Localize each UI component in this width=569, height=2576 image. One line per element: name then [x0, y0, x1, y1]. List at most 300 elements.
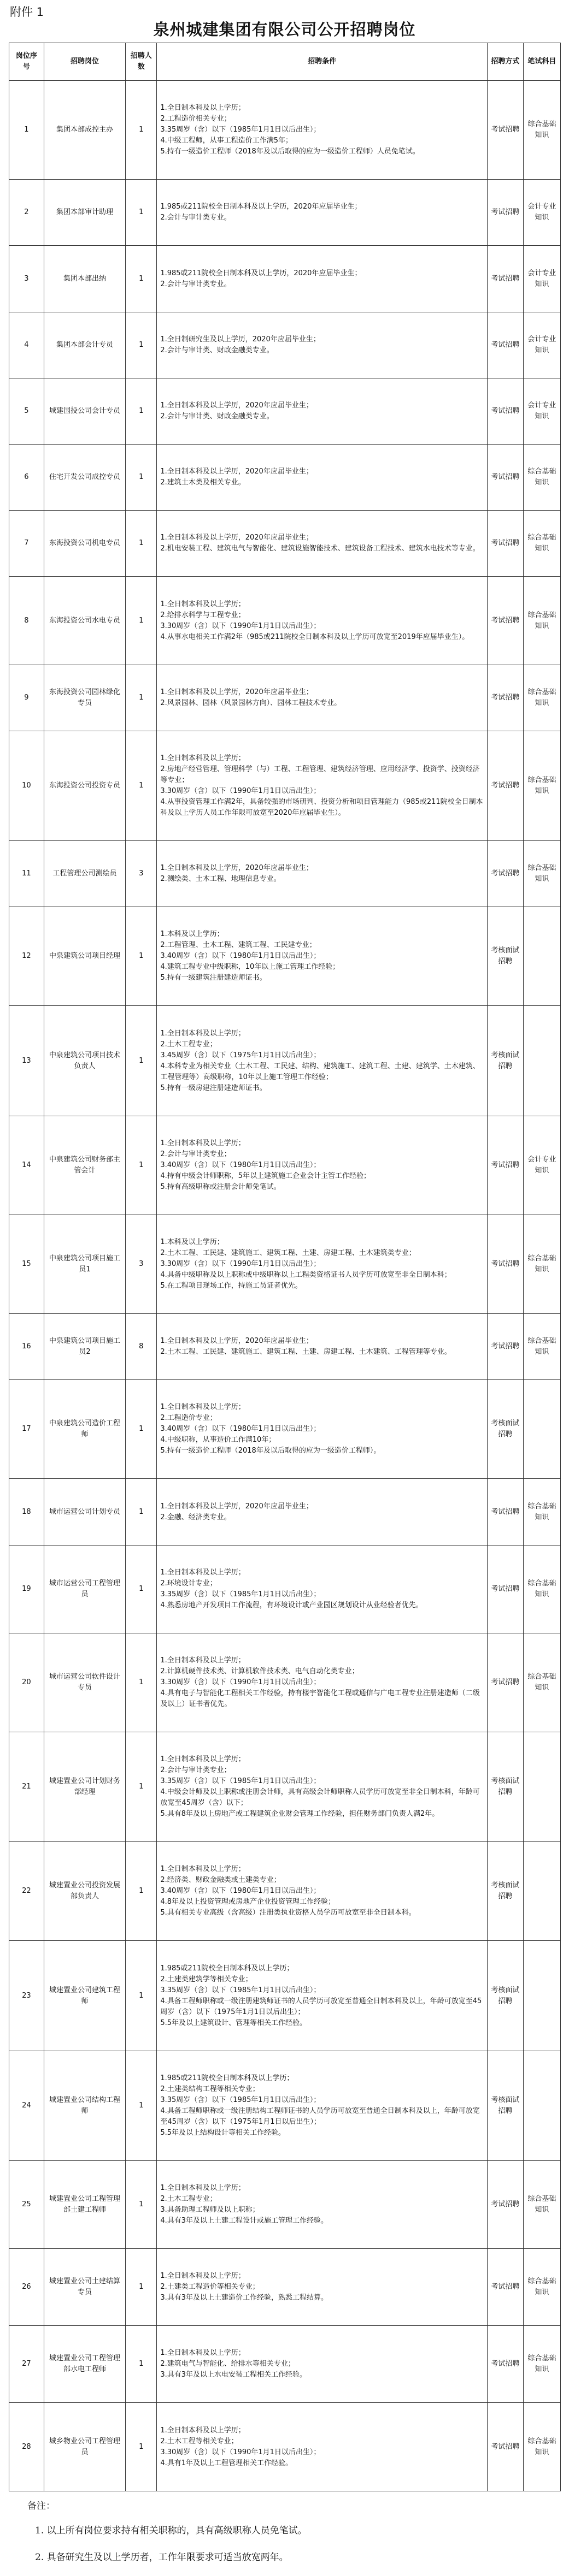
requirement-line: 2.工程造价专业；: [160, 1414, 217, 1423]
cell-count: 3: [126, 841, 157, 907]
requirement-line: 2.房地产经营管理、管理科学（与）工程、工程管理、建筑经济管理、应用经济学、投资学、投资经济等专业；: [160, 765, 480, 784]
cell-method: 考试招聘: [487, 2326, 523, 2403]
requirement-line: 4.8年及以上投资管理或房地产企业投资管理工作经验；: [160, 1898, 336, 1906]
requirement-line: 4.从事投资管理工作满2年，具备较强的市场研判、投资分析和项目管理能力（985或211院校全日制本科及以上学历人员工作年限可放宽至2020年应届毕业生）。: [160, 797, 483, 817]
requirement-line: 1.全日制本科及以上学历；: [160, 1755, 245, 1764]
header-post: 招聘岗位: [44, 43, 125, 81]
requirement-line: 4.中级职称，从事造价工作满10年；: [160, 1436, 276, 1444]
requirement-line: 2.环境设计专业；: [160, 1579, 217, 1588]
table-row: [9, 665, 561, 731]
cell-count: 1: [126, 665, 157, 731]
cell-count: 1: [126, 2160, 157, 2248]
cell-method: 考试招聘: [487, 1479, 523, 1545]
cell-requirements: [157, 2160, 488, 2248]
cell-subject: [523, 1380, 560, 1479]
requirement-line: 1.全日制本科及以上学历；: [160, 2426, 245, 2435]
cell-subject: 综合基础知识: [523, 2249, 560, 2326]
requirement-line: 2.工程造价相关专业；: [160, 115, 231, 123]
cell-post-no: 18: [9, 1479, 44, 1545]
cell-requirements: [157, 81, 488, 180]
table-row: [9, 312, 561, 378]
requirement-line: 1.全日制本科及以上学历，2020年应届毕业生；: [160, 688, 313, 696]
requirement-line: 1.全日制本科及以上学历；: [160, 2272, 245, 2281]
requirement-line: 1.全日制本科及以上学历；: [160, 1139, 245, 1147]
cell-post-no: 16: [9, 1314, 44, 1380]
cell-subject: 综合基础知识: [523, 1633, 560, 1732]
cell-post-no: 20: [9, 1633, 44, 1732]
requirement-line: 3.40周岁（含）以下（1980年1月1日以后出生）；: [160, 1425, 321, 1434]
cell-post-no: 4: [9, 312, 44, 378]
cell-subject: 综合基础知识: [523, 511, 560, 577]
requirement-line: 1.全日制本科及以上学历；: [160, 1403, 245, 1412]
requirement-line: 1.985或211院校全日制本科及以上学历；: [160, 2074, 294, 2082]
cell-post: 中泉建筑公司造价工程师: [44, 1380, 125, 1479]
cell-requirements: [157, 577, 488, 665]
cell-count: 1: [126, 1842, 157, 1941]
cell-subject: 综合基础知识: [523, 81, 560, 180]
cell-subject: 综合基础知识: [523, 577, 560, 665]
table-row: [9, 511, 561, 577]
cell-subject: 综合基础知识: [523, 1314, 560, 1380]
cell-subject: 综合基础知识: [523, 2160, 560, 2248]
requirement-line: 1.全日制本科及以上学历；: [160, 1656, 245, 1665]
cell-method: 考试招聘: [487, 1116, 523, 1215]
cell-post-no: 17: [9, 1380, 44, 1479]
cell-post: 集团本部出纳: [44, 246, 125, 312]
requirement-line: 2.土建类建筑学等相关专业；: [160, 1975, 253, 1983]
cell-subject: 综合基础知识: [523, 1545, 560, 1633]
cell-requirements: [157, 511, 488, 577]
cell-method: 考核面试招聘: [487, 1941, 523, 2051]
cell-count: 1: [126, 1941, 157, 2051]
cell-requirements: [157, 665, 488, 731]
cell-requirements: [157, 2249, 488, 2326]
cell-method: 考试招聘: [487, 180, 523, 246]
table-row: [9, 577, 561, 665]
requirement-line: 4.中级会计师及以上职称或注册会计师，具有高级会计师职称人员学历可放宽至非全日制本科，年龄可放宽至45周岁（含）以下；: [160, 1788, 480, 1808]
cell-method: 考试招聘: [487, 246, 523, 312]
cell-requirements: [157, 2051, 488, 2160]
cell-subject: 综合基础知识: [523, 841, 560, 907]
cell-method: 考试招聘: [487, 2249, 523, 2326]
cell-requirements: [157, 180, 488, 246]
table-row: [9, 1633, 561, 1732]
cell-count: 1: [126, 1545, 157, 1633]
header-post-no: 岗位序号: [9, 43, 44, 81]
requirement-line: 1.全日制本科及以上学历；: [160, 600, 245, 608]
cell-subject: 综合基础知识: [523, 665, 560, 731]
requirement-line: 5.持有一级造价工程师（2018年及以后取得的应为一级造价工程师）。: [160, 1447, 381, 1455]
requirement-line: 1.全日制本科及以上学历，2020年应届毕业生；: [160, 1337, 313, 1346]
requirement-line: 1.全日制本科及以上学历，2020年应届毕业生；: [160, 864, 313, 873]
requirement-line: 3.具有3年及以上土建造价工作经验，熟悉工程结算。: [160, 2294, 329, 2302]
cell-post: 城市运营公司软件设计专员: [44, 1633, 125, 1732]
requirement-line: 5.持有一级房建注册建造师证书。: [160, 1083, 267, 1092]
cell-post-no: 19: [9, 1545, 44, 1633]
cell-post: 城建置业公司工程管理部土建工程师: [44, 2160, 125, 2248]
requirement-line: 1.全日制研究生及以上学历，2020年应届毕业生；: [160, 335, 320, 344]
cell-method: 考试招聘: [487, 2160, 523, 2248]
cell-requirements: [157, 1941, 488, 2051]
table-row: [9, 2403, 561, 2491]
cell-post: 城建国投公司会计专员: [44, 378, 125, 444]
cell-count: 8: [126, 1314, 157, 1380]
cell-count: 1: [126, 2051, 157, 2160]
table-row: [9, 1215, 561, 1313]
cell-requirements: [157, 907, 488, 1006]
requirement-line: 2.风景园林、园林（风景园林方向）、园林工程技术专业。: [160, 698, 342, 707]
cell-post-no: 23: [9, 1941, 44, 2051]
cell-post: 城建置业公司工程管理部水电工程师: [44, 2326, 125, 2403]
requirement-line: 4.从事水电相关工作满2年（985或211院校全日制本科及以上学历可放宽至2019年应届毕业生）。: [160, 632, 470, 641]
table-row: [9, 1545, 561, 1633]
cell-requirements: [157, 312, 488, 378]
table-row: [9, 2326, 561, 2403]
cell-post: 东海投资公司水电专员: [44, 577, 125, 665]
cell-count: 1: [126, 577, 157, 665]
requirement-line: 2.土木工程、工民建、建筑施工、建筑工程、土建、房建工程、土木建筑、工程管理等专业。: [160, 1348, 451, 1357]
table-row: [9, 378, 561, 444]
requirement-line: 2.测绘类、土木工程、地理信息专业。: [160, 875, 281, 884]
requirement-line: 2.会计与审计类专业；: [160, 1150, 231, 1158]
table-row: [9, 1842, 561, 1941]
requirement-line: 2.计算机硬件技术类、计算机软件技术类、电气自动化类专业；: [160, 1667, 359, 1675]
cell-post: 集团本部审计助理: [44, 180, 125, 246]
cell-post-no: 26: [9, 2249, 44, 2326]
cell-count: 1: [126, 511, 157, 577]
requirement-line: 3.具备助理工程师及以上职称；: [160, 2205, 260, 2214]
requirement-line: 3.35周岁（含）以下（1985年1月1日以后出生）；: [160, 1986, 321, 1994]
cell-post-no: 24: [9, 2051, 44, 2160]
cell-requirements: [157, 1116, 488, 1215]
requirement-line: 3.30周岁（含）以下（1990年1月1日以后出生）；: [160, 1259, 321, 1268]
header-count: 招聘人数: [126, 43, 157, 81]
cell-count: 1: [126, 180, 157, 246]
cell-subject: 会计专业知识: [523, 312, 560, 378]
table-row: [9, 907, 561, 1006]
requirement-line: 2.会计与审计类专业。: [160, 280, 231, 288]
cell-count: 1: [126, 1380, 157, 1479]
requirement-line: 1.985或211院校全日制本科及以上学历；: [160, 1964, 294, 1973]
cell-count: 1: [126, 378, 157, 444]
requirement-line: 3.具有3年及以上水电安装工程相关工作经验。: [160, 2371, 307, 2379]
table-row: [9, 1941, 561, 2051]
cell-requirements: [157, 841, 488, 907]
requirement-line: 2.会计与审计类、财政金融类专业。: [160, 412, 274, 421]
cell-requirements: [157, 2403, 488, 2491]
requirement-line: 5.5年及以上结构设计等相关工作经验。: [160, 2128, 286, 2137]
cell-post-no: 1: [9, 81, 44, 180]
cell-method: 考试招聘: [487, 312, 523, 378]
cell-count: 1: [126, 1633, 157, 1732]
cell-method: 考核面试招聘: [487, 1732, 523, 1842]
table-row: [9, 246, 561, 312]
requirement-line: 1.全日制本科及以上学历；: [160, 104, 245, 112]
requirement-line: 2.经济类、财政金融类或土建类专业；: [160, 1876, 281, 1885]
requirement-line: 2.金融、经济类专业。: [160, 1513, 231, 1521]
table-row: [9, 731, 561, 840]
cell-count: 1: [126, 1006, 157, 1116]
requirement-line: 2.会计与审计类专业；: [160, 1766, 231, 1775]
note-item: 2. 具备研究生及以上学历者，工作年限要求可适当放宽两年。: [35, 2552, 289, 2563]
cell-post-no: 8: [9, 577, 44, 665]
cell-post: 城乡物业公司工程管理员: [44, 2403, 125, 2491]
requirement-line: 3.30周岁（含）以下（1990年1月1日以后出生）；: [160, 621, 321, 630]
requirement-line: 5.持有高级职称或注册会计师免笔试。: [160, 1182, 281, 1191]
cell-post-no: 9: [9, 665, 44, 731]
requirement-line: 4.具有1年及以上工程管理相关工作经验。: [160, 2459, 293, 2467]
cell-post: 中泉建筑公司财务部主管会计: [44, 1116, 125, 1215]
cell-post: 城市运营公司计划专员: [44, 1479, 125, 1545]
cell-post: 中泉建筑公司项目施工员1: [44, 1215, 125, 1313]
cell-requirements: [157, 1545, 488, 1633]
cell-post-no: 15: [9, 1215, 44, 1313]
cell-requirements: [157, 1732, 488, 1842]
cell-method: 考试招聘: [487, 1545, 523, 1633]
requirement-line: 1.985或211院校全日制本科及以上学历，2020年应届毕业生；: [160, 269, 362, 277]
cell-subject: 会计专业知识: [523, 1116, 560, 1215]
cell-requirements: [157, 1006, 488, 1116]
cell-count: 1: [126, 445, 157, 511]
cell-method: 考核面试招聘: [487, 1380, 523, 1479]
cell-post-no: 22: [9, 1842, 44, 1941]
cell-count: 1: [126, 731, 157, 840]
cell-post: 城建置业公司计划财务部经理: [44, 1732, 125, 1842]
table-row: [9, 1479, 561, 1545]
cell-post-no: 21: [9, 1732, 44, 1842]
requirement-line: 4.持有中级会计师职称，5年以上建筑施工企业会计主管工作经验；: [160, 1171, 371, 1180]
cell-method: 考试招聘: [487, 841, 523, 907]
cell-post: 城建置业公司投资发展部负责人: [44, 1842, 125, 1941]
requirement-line: 2.土木工程等相关专业；: [160, 2437, 238, 2445]
cell-post: 中泉建筑公司项目技术负责人: [44, 1006, 125, 1116]
cell-post: 城市运营公司工程管理员: [44, 1545, 125, 1633]
requirement-line: 3.30周岁（含）以下（1990年1月1日以后出生）；: [160, 1678, 321, 1686]
cell-post: 东海投资公司园林绿化专员: [44, 665, 125, 731]
requirement-line: 2.土建类结构工程等相关专业；: [160, 2085, 260, 2093]
table-row: [9, 2249, 561, 2326]
requirement-line: 5.在工程项目现场工作，持施工员证者优先。: [160, 1281, 302, 1290]
cell-method: 考试招聘: [487, 731, 523, 840]
requirement-line: 1.全日制本科及以上学历；: [160, 754, 245, 762]
requirement-line: 4.具备工程师职称或一级注册建筑师证书的人员学历可放宽至普通全日制本科及以上，年龄可放宽至45周岁（含）以下（1975年1月1日以后出生）；: [160, 1997, 482, 2016]
requirement-line: 1.全日制本科及以上学历；: [160, 1029, 245, 1038]
cell-count: 1: [126, 1479, 157, 1545]
cell-post: 集团本部成控主办: [44, 81, 125, 180]
cell-post: 东海投资公司机电专员: [44, 511, 125, 577]
cell-requirements: [157, 2326, 488, 2403]
cell-post: 住宅开发公司成控专员: [44, 445, 125, 511]
cell-requirements: [157, 731, 488, 840]
cell-method: 考核面试招聘: [487, 1006, 523, 1116]
cell-post-no: 5: [9, 378, 44, 444]
cell-subject: [523, 907, 560, 1006]
cell-post: 城建置业公司结构工程师: [44, 2051, 125, 2160]
cell-requirements: [157, 1380, 488, 1479]
table-row: [9, 445, 561, 511]
cell-method: 考试招聘: [487, 511, 523, 577]
cell-post: 中泉建筑公司项目施工员2: [44, 1314, 125, 1380]
cell-subject: 会计专业知识: [523, 246, 560, 312]
cell-count: 1: [126, 1732, 157, 1842]
table-header-row: [9, 43, 561, 81]
cell-count: 1: [126, 2249, 157, 2326]
page-title: 泉州城建集团有限公司公开招聘岗位: [153, 20, 416, 39]
cell-count: 1: [126, 1116, 157, 1215]
cell-requirements: [157, 1842, 488, 1941]
table-row: [9, 2051, 561, 2160]
requirement-line: 4.具有电子与智能化工程相关工作经验，持有楼宇智能化工程或通信与广电工程专业注册建造师（二级及以上）证书者优先。: [160, 1689, 480, 1708]
requirement-line: 4.熟悉房地产开发项目工作流程，有环境设计或产业园区规划设计从业经验者优先。: [160, 1601, 423, 1609]
requirement-line: 5.5年及以上建筑设计、管理等相关工作经验。: [160, 2018, 307, 2027]
cell-post-no: 6: [9, 445, 44, 511]
cell-subject: 综合基础知识: [523, 731, 560, 840]
table-row: [9, 180, 561, 246]
requirement-line: 1.全日制本科及以上学历；: [160, 2183, 245, 2192]
cell-requirements: [157, 1479, 488, 1545]
cell-method: 考试招聘: [487, 378, 523, 444]
requirement-line: 2.建筑土木类及相关专业。: [160, 478, 245, 487]
requirement-line: 1.全日制本科及以上学历；: [160, 1865, 245, 1874]
cell-subject: 综合基础知识: [523, 1479, 560, 1545]
cell-post-no: 11: [9, 841, 44, 907]
table-row: [9, 1116, 561, 1215]
cell-post: 工程管理公司测绘员: [44, 841, 125, 907]
requirement-line: 3.35周岁（含）以下（1985年1月1日以后出生）；: [160, 126, 321, 134]
cell-requirements: [157, 378, 488, 444]
requirement-line: 4.建筑工程专业中级职称，10年以上施工管理工作经验；: [160, 963, 340, 972]
cell-count: 1: [126, 312, 157, 378]
cell-requirements: [157, 1633, 488, 1732]
requirement-line: 4.本科专业为相关专业（土木工程、工民建、结构、建筑施工、建筑工程、土建、建筑学、土木建筑、工程管理等）高级职称，10年以上施工管理工作经验；: [160, 1062, 480, 1081]
table-row: [9, 841, 561, 907]
cell-count: 1: [126, 2403, 157, 2491]
cell-post-no: 14: [9, 1116, 44, 1215]
requirement-line: 2.土木工程、工民建、建筑施工、建筑工程、土建、房建工程、土木建筑类专业；: [160, 1248, 416, 1257]
cell-post: 城建置业公司土建结算专员: [44, 2249, 125, 2326]
cell-subject: 会计专业知识: [523, 180, 560, 246]
cell-subject: 综合基础知识: [523, 445, 560, 511]
table-row: [9, 1380, 561, 1479]
cell-requirements: [157, 1314, 488, 1380]
header-method: 招聘方式: [487, 43, 523, 81]
requirement-line: 2.土木工程专业；: [160, 1040, 217, 1049]
cell-method: 考核面试招聘: [487, 1842, 523, 1941]
cell-post-no: 12: [9, 907, 44, 1006]
requirement-line: 2.土木工程专业；: [160, 2194, 217, 2203]
requirement-line: 1.本科及以上学历；: [160, 930, 224, 939]
cell-requirements: [157, 1215, 488, 1313]
requirement-line: 1.985或211院校全日制本科及以上学历，2020年应届毕业生；: [160, 203, 362, 211]
table-row: [9, 1732, 561, 1842]
notes-label: 备注：: [27, 2501, 55, 2512]
cell-post-no: 2: [9, 180, 44, 246]
requirement-line: 1.全日制本科及以上学历；: [160, 2349, 245, 2358]
cell-subject: 综合基础知识: [523, 1215, 560, 1313]
recruitment-table: [9, 43, 561, 2491]
requirement-line: 3.40周岁（含）以下（1980年1月1日以后出生）；: [160, 1160, 321, 1169]
cell-method: 考试招聘: [487, 2403, 523, 2491]
cell-subject: [523, 1842, 560, 1941]
cell-method: 考试招聘: [487, 577, 523, 665]
cell-method: 考试招聘: [487, 81, 523, 180]
requirement-line: 5.持有一级造价工程师（2018年及以后取得的应为一级造价工程师）人员免笔试。: [160, 147, 420, 156]
cell-post-no: 10: [9, 731, 44, 840]
requirement-line: 2.机电安装工程、建筑电气与智能化、建筑设施智能技术、建筑设备工程技术、建筑水电技术等专业。: [160, 544, 480, 553]
requirement-line: 3.35周岁（含）以下（1985年1月1日以后出生）；: [160, 1590, 321, 1598]
cell-post-no: 27: [9, 2326, 44, 2403]
cell-count: 1: [126, 246, 157, 312]
table-row: [9, 1006, 561, 1116]
requirement-line: 2.建筑电气与智能化、给排水等相关专业；: [160, 2360, 295, 2368]
header-subject: 笔试科目: [523, 43, 560, 81]
requirement-line: 5.具有8年及以上房地产或工程建筑企业财会管理工作经验，担任财务部门负责人满2年。: [160, 1810, 439, 1819]
requirement-line: 3.30周岁（含）以下（1990年1月1日以后出生）；: [160, 786, 321, 795]
cell-post-no: 13: [9, 1006, 44, 1116]
cell-count: 1: [126, 81, 157, 180]
cell-subject: 会计专业知识: [523, 378, 560, 444]
cell-subject: 综合基础知识: [523, 2403, 560, 2491]
cell-requirements: [157, 246, 488, 312]
cell-method: 考试招聘: [487, 1633, 523, 1732]
requirement-line: 5.具有相关专业高级（含高级）注册类执业资格人员学历可放宽至非全日制本科。: [160, 1909, 416, 1917]
cell-method: 考核面试招聘: [487, 2051, 523, 2160]
requirement-line: 3.40周岁（含）以下（1980年1月1日以后出生）；: [160, 952, 321, 961]
cell-count: 3: [126, 1215, 157, 1313]
requirement-line: 4.中级工程师，从事工程造价工作满5年；: [160, 137, 293, 145]
cell-post: 集团本部会计专员: [44, 312, 125, 378]
requirement-line: 5.持有一级建筑注册建造师证书。: [160, 974, 267, 982]
requirement-line: 2.会计与审计类专业。: [160, 214, 231, 222]
cell-count: 1: [126, 2326, 157, 2403]
requirement-line: 1.全日制本科及以上学历，2020年应届毕业生；: [160, 1502, 313, 1511]
requirement-line: 2.会计与审计类、财政金融类专业。: [160, 346, 274, 354]
table-row: [9, 1314, 561, 1380]
cell-method: 考试招聘: [487, 1314, 523, 1380]
cell-subject: 综合基础知识: [523, 2326, 560, 2403]
cell-method: 考试招聘: [487, 445, 523, 511]
cell-post: 东海投资公司投资专员: [44, 731, 125, 840]
table-row: [9, 81, 561, 180]
requirement-line: 4.具备中级职称及以上职称或中级职称以上工程类资格证书人员学历可放宽至非全日制本科；: [160, 1270, 451, 1279]
cell-subject: [523, 2051, 560, 2160]
requirement-line: 2.工程管理、土木工程、建筑工程、工民建专业；: [160, 941, 316, 950]
cell-subject: [523, 1941, 560, 2051]
cell-post: 中泉建筑公司项目经理: [44, 907, 125, 1006]
requirement-line: 2.土建类工程造价等相关专业；: [160, 2283, 260, 2291]
requirement-line: 3.40周岁（含）以下（1980年1月1日以后出生）；: [160, 1887, 321, 1896]
requirement-line: 1.本科及以上学历；: [160, 1237, 224, 1246]
cell-subject: [523, 1006, 560, 1116]
cell-post-no: 28: [9, 2403, 44, 2491]
cell-count: 1: [126, 907, 157, 1006]
cell-post: 城建置业公司建筑工程师: [44, 1941, 125, 2051]
requirement-line: 4.具备工程师职称或一级注册结构工程师证书的人员学历可放宽至普通全日制本科及以上，年龄可放宽至45周岁（含）以下（1975年1月1日以后出生）；: [160, 2106, 480, 2126]
cell-post-no: 25: [9, 2160, 44, 2248]
header-requirements: 招聘条件: [157, 43, 488, 81]
requirement-line: 3.35周岁（含）以下（1985年1月1日以后出生）；: [160, 2095, 321, 2104]
attachment-label: 附件 1: [10, 5, 44, 19]
requirement-line: 2.给排水科学与工程专业；: [160, 611, 245, 619]
requirement-line: 3.35周岁（含）以下（1985年1月1日以后出生）；: [160, 1777, 321, 1786]
requirement-line: 4.具有3年及以上土建工程设计或施工管理工作经验。: [160, 2216, 329, 2225]
requirement-line: 3.30周岁（含）以下（1990年1月1日以后出生）；: [160, 2448, 321, 2456]
cell-method: 考核面试招聘: [487, 907, 523, 1006]
cell-method: 考试招聘: [487, 665, 523, 731]
requirement-line: 3.45周岁（含）以下（1975年1月1日以后出生）；: [160, 1051, 321, 1059]
requirement-line: 1.全日制本科及以上学历，2020年应届毕业生；: [160, 534, 313, 542]
cell-subject: [523, 1732, 560, 1842]
